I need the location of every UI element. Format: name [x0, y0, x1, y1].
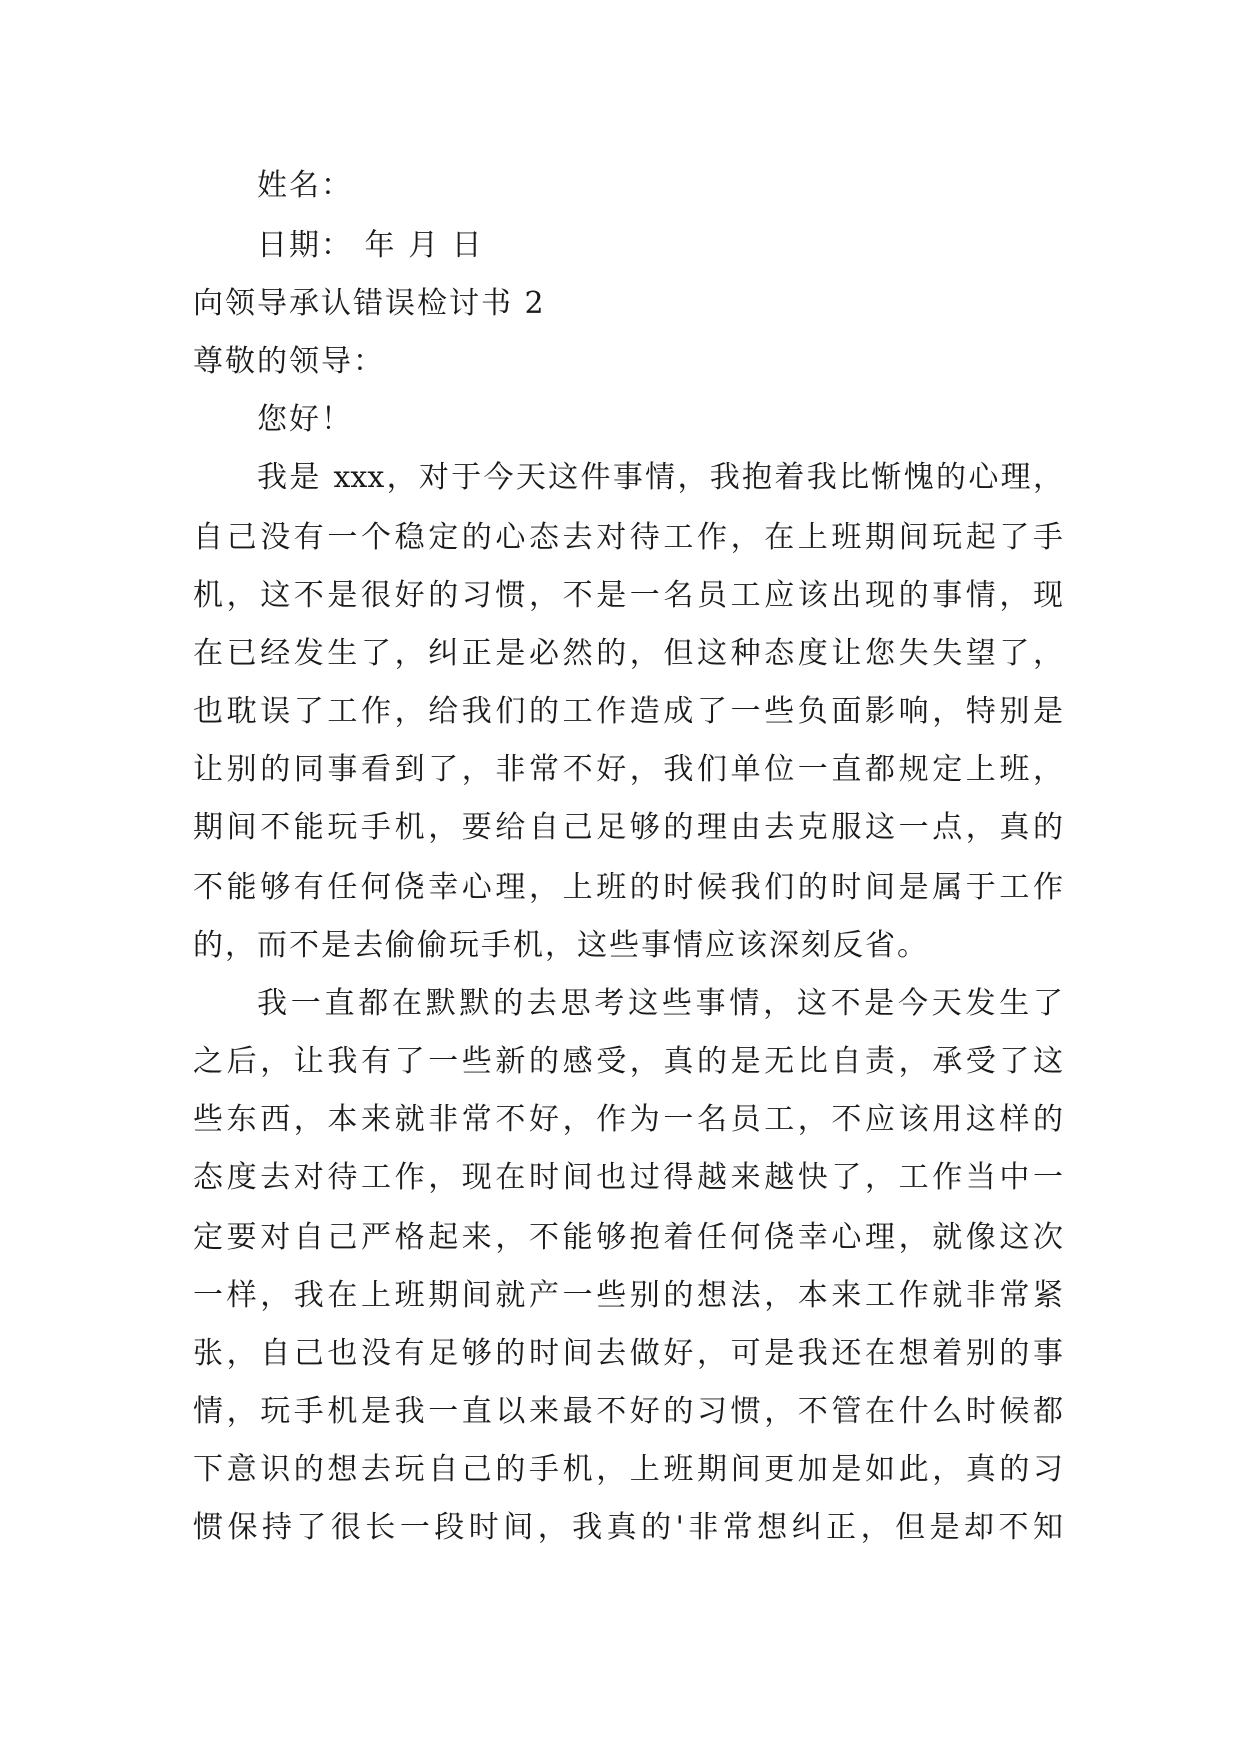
paragraph1-line: 自己没有一个稳定的心态去对待工作，在上班期间玩起了手 — [193, 520, 1063, 555]
greeting: 您好！ — [257, 402, 353, 437]
paragraph2-line: 下意识的想去玩自己的手机，上班期间更加是如此，真的习 — [193, 1452, 1063, 1487]
paragraph2-line: 些东西，本来就非常不好，作为一名员工，不应该用这样的 — [193, 1102, 1063, 1137]
paragraph2-line: 情，玩手机是我一直以来最不好的习惯，不管在什么时候都 — [193, 1394, 1063, 1429]
paragraph2-line: 张，自己也没有足够的时间去做好，可是我还在想着别的事 — [193, 1336, 1063, 1371]
paragraph2-line: 态度去对待工作，现在时间也过得越来越快了，工作当中一 — [193, 1160, 1063, 1195]
name-line: 姓名： — [257, 168, 353, 203]
paragraph1-line: 也耽误了工作，给我们的工作造成了一些负面影响，特别是 — [193, 694, 1063, 729]
paragraph2-line: 定要对自己严格起来，不能够抱着任何侥幸心理，就像这次 — [193, 1220, 1063, 1255]
paragraph1-line: 的，而不是去偷偷玩手机，这些事情应该深刻反省。 — [193, 928, 929, 963]
paragraph1-line: 不能够有任何侥幸心理，上班的时候我们的时间是属于工作 — [193, 870, 1063, 905]
paragraph1-line: 让别的同事看到了，非常不好，我们单位一直都规定上班， — [193, 752, 1063, 787]
paragraph1-line: 机，这不是很好的习惯，不是一名员工应该出现的事情，现 — [193, 578, 1063, 613]
paragraph2-line: 惯保持了很长一段时间，我真的'非常想纠正，但是却不知 — [193, 1510, 1063, 1545]
document-title: 向领导承认错误检讨书 2 — [193, 286, 546, 321]
paragraph1-line: 在已经发生了，纠正是必然的，但这种态度让您失失望了， — [193, 636, 1063, 671]
paragraph1-line: 我是 xxx，对于今天这件事情，我抱着我比惭愧的心理， — [257, 460, 1063, 495]
paragraph1-line: 期间不能玩手机，要给自己足够的理由去克服这一点，真的 — [193, 810, 1063, 845]
salutation: 尊敬的领导： — [193, 344, 385, 379]
paragraph2-line: 一样，我在上班期间就产一些别的想法，本来工作就非常紧 — [193, 1278, 1063, 1313]
paragraph2-line: 我一直都在默默的去思考这些事情，这不是今天发生了 — [257, 986, 1063, 1021]
date-line: 日期： 年 月 日 — [257, 228, 484, 263]
paragraph2-line: 之后，让我有了一些新的感受，真的是无比自责，承受了这 — [193, 1044, 1063, 1079]
